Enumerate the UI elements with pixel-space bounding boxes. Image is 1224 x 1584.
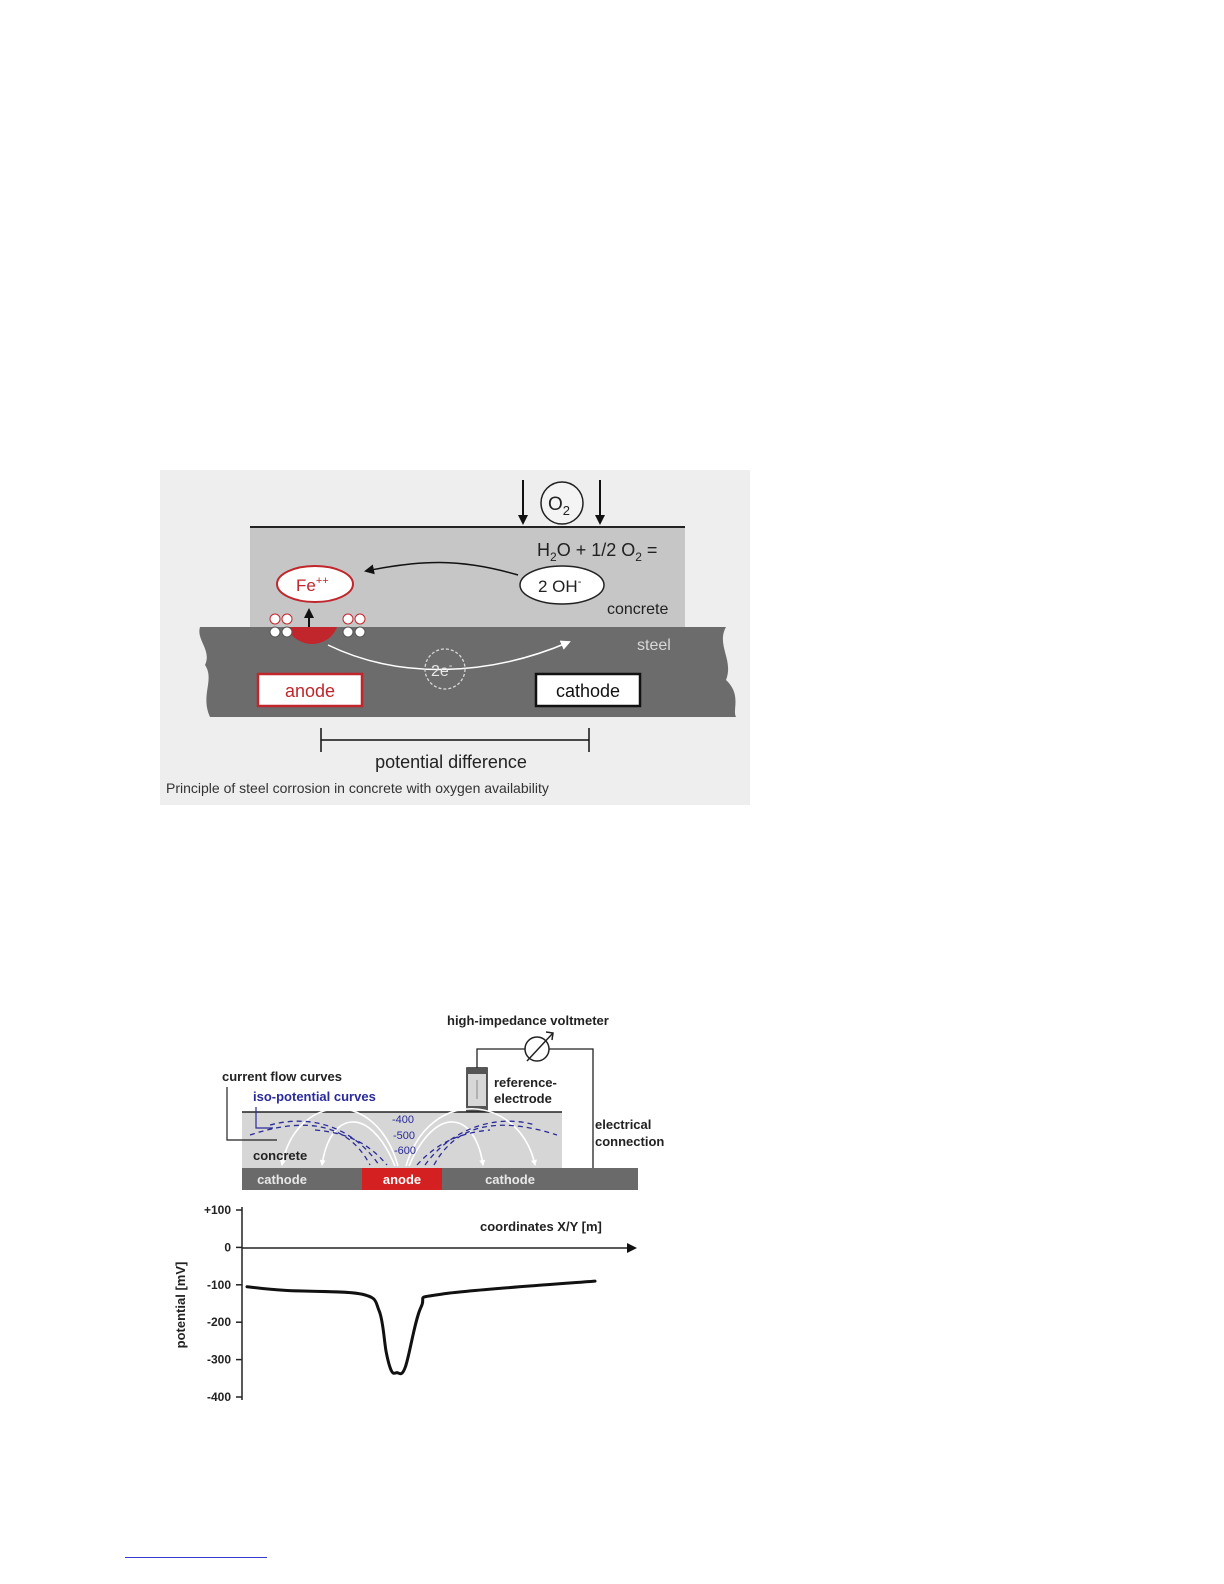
iso-potential-label: iso-potential curves [253,1089,376,1104]
y-tick-label: -100 [206,1277,231,1292]
potential-curve [247,1281,595,1374]
potential-chart [173,1203,635,1404]
iron-ion-label: Fe++ [296,575,329,595]
y-tick-label: +100 [203,1203,231,1217]
footnote-rule [125,1557,267,1558]
anode-label: anode [284,681,336,701]
electrical-connection-label: electrical connection [595,1117,665,1149]
iso-value-500: -500 [393,1130,416,1142]
figure1-caption: Principle of steel corrosion in concrete with oxygen availability [166,780,549,796]
y-tick-label: -200 [206,1315,231,1330]
reaction-equation: $H_2O + 1/2$ $O_2$ = [537,540,658,564]
anode-label: anode [382,1172,422,1187]
cathode-label: cathode [555,681,621,701]
y-tick-label: -400 [206,1390,231,1404]
concrete-label: concrete [253,1148,308,1163]
x-axis-label: coordinates X/Y [m] [480,1219,602,1234]
steel-label: steel [637,637,671,654]
hydroxide-label: 2 OH- [538,576,582,596]
potential-difference-label: potential difference [375,752,527,772]
y-tick-label: -300 [206,1352,231,1367]
reference-electrode-label: reference-electrode [494,1075,557,1106]
oxygen-label: $O_2$ [548,494,571,518]
cathode-left-label: cathode [257,1172,307,1187]
corrosion-principle-figure [160,470,750,805]
cathode-right-label: cathode [485,1172,535,1187]
current-flow-label: current flow curves [222,1069,342,1084]
iso-value-400: -400 [392,1114,415,1126]
iso-value-600: -600 [394,1145,417,1157]
y-tick-label: 0 [224,1240,231,1255]
concrete-label: concrete [607,601,669,618]
voltmeter-wire [477,1049,525,1068]
electron-label: 2e- [431,660,453,680]
potential-mapping-figure [165,1005,695,1415]
voltmeter-label: high-impedance voltmeter [447,1013,609,1028]
y-axis-label: potential [mV] [173,1261,188,1349]
